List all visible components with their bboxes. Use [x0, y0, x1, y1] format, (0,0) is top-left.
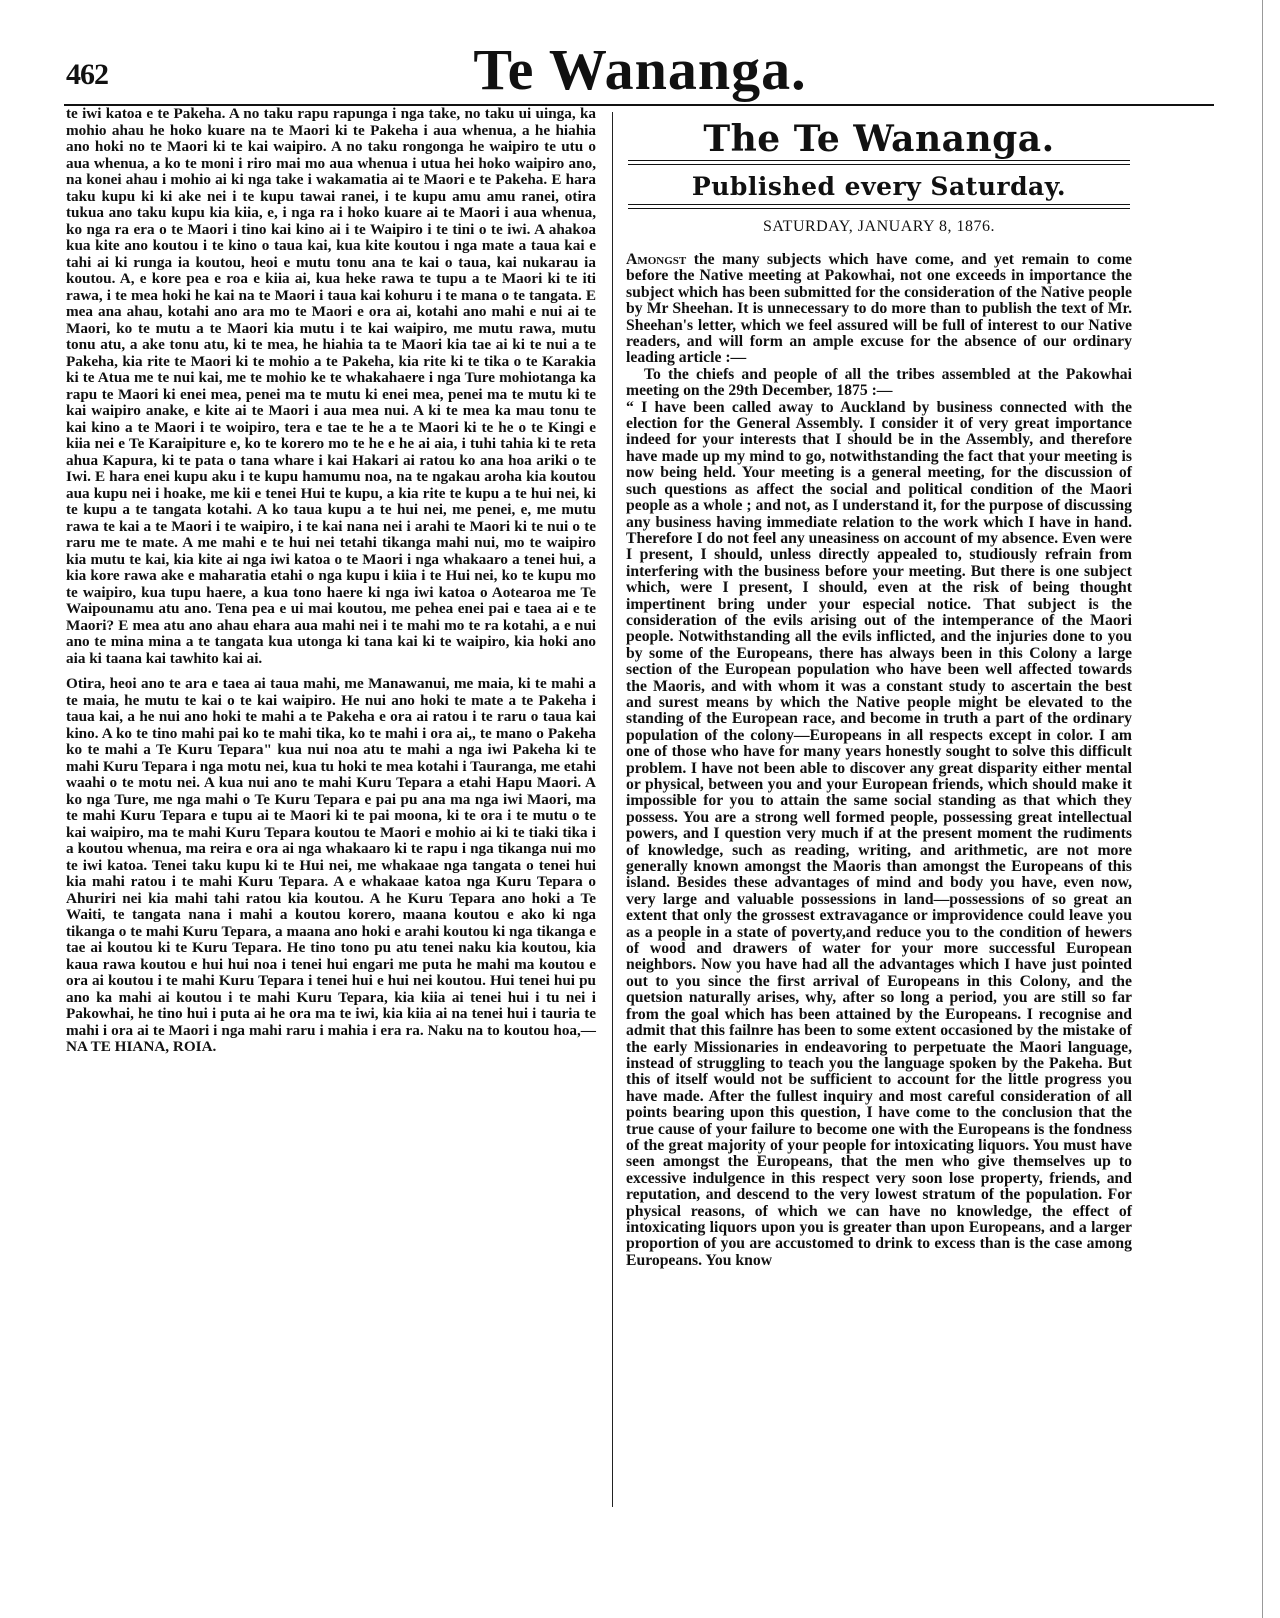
- maori-paragraph-1: te iwi katoa e te Pakeha. A no taku rapu rapunga i nga take, no taku ui uinga, ka mohio ahau he hoko kuare na te Maori ki te Pakeha i aua whenua, a he hiahia ano hoki no te Maori ki te kai waipiro. A no taku rongonga he waipiro te utu o aua whenua, a ko te moni i riro mai mo aua whenua i utua hei hoko waipiro ano, na konei ahau i mohio ai ki nga take i wakamatia ai te Maori e te Pakeha. E hara taku kupu ki ki ake nei i te kupu tawai ranei, i te kupu amu amu ranei, otira tukua ano taku kupu kia kiia, e, i nga ra i hoko kuare ai te Maori i aua whenua, ko nga ra era o te Maori i tino kai kino ai i te Waipiro i te tini o te iwi. A ahakoa kua kite ano koutou i te kino o taua kai, kua kite koutou i nga mate a taua kai e tahi ai ki runga ia koutou, heoi e mutu tonu ana te kai o taua, kai nukarau ia koutou. A, e kore pea e roa e kiia ai, kua heke rawa te tupu a te Maori ki te iti rawa, i te mea hoki he kai na te Maori i taua kai kohuru i te mana o te tangata. E mea ana ahau, kotahi ano ara mo te Maori e ora ai, kotahi ano mahi e nui ai te Maori, ko te mutu a te Maori kia mutu i te kai waipiro, me mutu rawa, mutu tonu atu, a ake tonu atu, ki te mea, he hiahia ta te Maori kia tae ai ki te nui a te Pakeha, kia rite te Maori ki te mohio a te Pakeha, kia rite ki te tika o te Karakia ki te Atua me te nui kai, me te mohio ke te whakahaere i nga Ture mohiotanga ka rapu te Maori ki enei mea, penei ma te mutu ki enei mea, penei ma te mutu ki te kai waipiro anake, e kite ai te Maori i aua mea nui. A ki te mea ka mau tonu te kai kino a te Maori i te woipiro, tera e tae te he a te Maori ki te he o te Kingi e kiia nei e Te Karaipiture e, ko te korero mo te he e he ai aia, i tuhi tahia ki te reta ahua Kapura, ki te pata o tana whare i kai Hakari ai ratou ko ana hoa ariki o te Iwi. E hara enei kupu aku i te kupu hamumu noa, na te ngakau aroha kia koutou aua kupu nei i hoake, me kii e tenei Hui te kupu, a kia rite te kupu a te hui nei, ki te kupu a te tangata kotahi. A ko taua kupu a te hui nei, me penei, e, me mutu rawa te kai a te Maori i te waipiro, i te kai nana nei i arahi te Maori ki te nui o te raru me te mate. A me mahi e te hui nei tetahi tikanga mahi nui, mo te waipiro kia mutu te kai, kia kite ai nga iwi katoa o te Maori i nga whakaaro a tenei hui, a kia kore rawa ake e maharatia etahi o nga kupu i kiia i te Hui nei, ko te kupu mo te waipiro, kua tupu haere, a kua tono haere ki nga iwi katoa o Aotearoa me Te Waipounamu atu ano. Tena pea e ui mai koutou, me pehea enei pai e taea ai e te Maori? E mea atu ano ahau ehara aua mahi nei i te mahi mo te ra kotahi, a e nui ano te mina mina a te tangata kua utonga ki tana kai ki te waipiro, kia hoki ano aia ki taana kai tawhito kai ai.: [66, 105, 596, 667]
- masthead: The Te Wananga.: [703, 118, 1055, 160]
- publication-banner: Published every Saturday.: [691, 172, 1067, 201]
- english-column: [626, 252, 1132, 1269]
- banner-rule: [628, 204, 1130, 209]
- masthead-rule: [628, 160, 1130, 165]
- page-number: 462: [66, 58, 108, 91]
- lead-first-word: Amongst: [626, 251, 687, 268]
- page-edge-line: [1262, 0, 1263, 1618]
- maori-signature: NA TE HIANA, ROIA.: [66, 1038, 217, 1055]
- lead-paragraph: [626, 252, 1132, 367]
- maori-paragraph-2: [66, 676, 596, 1056]
- letter-body: “ I have been called away to Auckland by business connected with the election for the General Assembly. I consider it of very great importance indeed for your interests that I should be in the Assembly, and therefore have made up my mind to go, notwithstanding the fact that your meeting is now being held. Your meeting is a general meeting, for the discussion of such questions as affect the social and political condition of the Maori people as a whole ; and not, as I understand it, for the purpose of discussing any business having immediate relation to the work which I have in hand. Therefore I do not feel any uneasiness on account of my absence. Even were I present, I should, unless directly appealed to, studiously refrain from interfering with the business before your meeting. But there is one subject which, were I present, I should, even at the risk of being thought impertinent bring under your especial notice. That subject is the consideration of the evils arising out of the intemperance of the Maori people. Notwithstanding all the evils inflicted, and the injuries done to you by some of the Europeans, there has always been in this Colony a large section of the European population who have been well affected towards the Maoris, and with whom it was a constant study to ascertain the best and surest means by which the Native people might be elevated to the standing of the European race, and become in truth a part of the ordinary population of the colony—Europeans in all respects except in color. I am one of those who have for many years honestly sought to solve this difficult problem. I have not been able to discover any great disparity either mental or physical, between you and your European friends, which should make it impossible for you to attain the same social standing as that which they possess. You are a strong well formed people, possessing great intellectual powers, and I question very much if at the present moment the rudiments of knowledge, such as reading, writing, and arithmetic, are not more generally known amongst the Maoris than amongst the Europeans of this island. Besides these advantages of mind and body you have, even now, very large and valuable possessions in land—possessions of so great an extent that only the grossest extravagance or improvidence could leave you as a people in a state of poverty,and reduce you to the condition of hewers of wood and drawers of water for your more successful European neighbors. Now you have had all the advantages which I have just pointed out to you since the first arrival of Europeans in this Colony, and the quetsion naturally arises, why, after so long a period, you are still so far from the goal which has been attained by the Europeans. I recognise and admit that this failnre has been to some extent occasioned by the mistake of the early Missionaries in endeavoring to perpetuate the Maori language, instead of struggling to teach you the language spoken by the Pakeha. But this of itself would not be sufficient to account for the little progress you have made. After the fullest inquiry and most careful consideration of all points bearing upon this question, I have come to the conclusion that the true cause of your failure to become one with the Europeans is the fondness of the great majority of your people for intoxicating liquors. You must have seen amongst the Europeans, that the men who give themselves up to excessive indulgence in this respect very soon lose property, friends, and reputation, and descend to the very lowest stratum of the population. For physical reasons, of which we can have no knowledge, the effect of intoxicating liquors upon you is greater than upon Europeans, and a larger proportion of you are accustomed to drink to excess than is the case among Europeans. You know: [626, 398, 1132, 1269]
- issue-date: SATURDAY, JANUARY 8, 1876.: [762, 218, 995, 235]
- column-divider: [612, 112, 613, 1507]
- lead-text: the many subjects which have come, and yet remain to come before the Native meeting at Pakowhai, not one exceeds in importance the subject which has been submitted for the consideration of the Native people by Mr Sheehan. It is unnecessary to do more than to publish the text of Mr. Sheehan's letter, which we feel assured will be full of interest to our Native readers, and will form an ample excuse for the absence of our ordinary leading article :—: [626, 251, 1132, 367]
- maori-paragraph-2-text: Otira, heoi ano te ara e taea ai taua mahi, me Manawanui, me maia, ki te mahi a te maia, he mutu te kai o te kai waipiro. He nui ano hoki te mate a te Pakeha i taua kai, a he nui ano hoki te mahi a te Pakeha e ora ai ratou i te raru o taua kai kino. A ko te tino mahi pai ko te mahi tika, ko te mahi i ora ai,, te mano o Pakeha ko te mahi a Te Kuru Tepara" kua nui noa atu te mahi a nga iwi Pakeha ki te mahi Kuru Tepara i nga motu nei, kua tu hoki te mea kotahi i Tauranga, me etahi waahi o te motu nei. A kua nui ano te mahi Kuru Tepara a etahi Hapu Maori. A ko nga Ture, me nga mahi o Te Kuru Tepara e pai pu ana ma nga iwi Maori, ma te mahi Kuru Tepara e tupu ai te Maori ki te pai moona, ki te ora i te mutu o te kai waipiro, ma te mahi Kuru Tepara koutou te Maori e mohio ai ki te tiaki tika i a koutou whenua, ma reira e ora ai nga whakaaro ki te rapu i nga tikanga nui mo te iwi katoa. Tenei taku kupu ki te Hui nei, me whakaae nga tangata o tenei hui kia mahi ratou i te mahi Kuru Tepara. A e whakaae katoa nga Kuru Tepara o Ahuriri nei kia mahi tahi ratou kia koutou. A he Kuru Tepara ano hoki a Te Waiti, te tangata nana i mahi a koutou korero, maana koutou e ako ki nga tikanga o te mahi Kuru Tepara, a maana ano hoki e arahi koutou ki nga tikanga e tae ai koutou ki te Kuru Tepara. He tino tono pu atu tenei naku kia koutou, kia kaua rawa koutou e hui hui noa i tenei hui engari me puta he mahi ma koutou e ora ai koutou i te mahi Kuru Tepara i tenei hui e hui nei koutou. Hui tenei hui pu ano ka mahi ai koutou i te mahi Kuru Tepara, kia kiia ai tenei hui i tu nei i Pakowhai, he tino hui i puta ai he ora ma te iwi, kia kiia ai na tenei hui i tauria te mahi i ora ai te Maori i nga mahi raru i mahia i era ra. Naku na to koutou hoa,—: [66, 675, 596, 1039]
- page-title: Te Wananga.: [473, 37, 807, 102]
- letter-address: To the chiefs and people of all the tribes assembled at the Pakowhai meeting on the 29th December, 1875 :—: [626, 365, 1132, 400]
- maori-column: [66, 106, 596, 1056]
